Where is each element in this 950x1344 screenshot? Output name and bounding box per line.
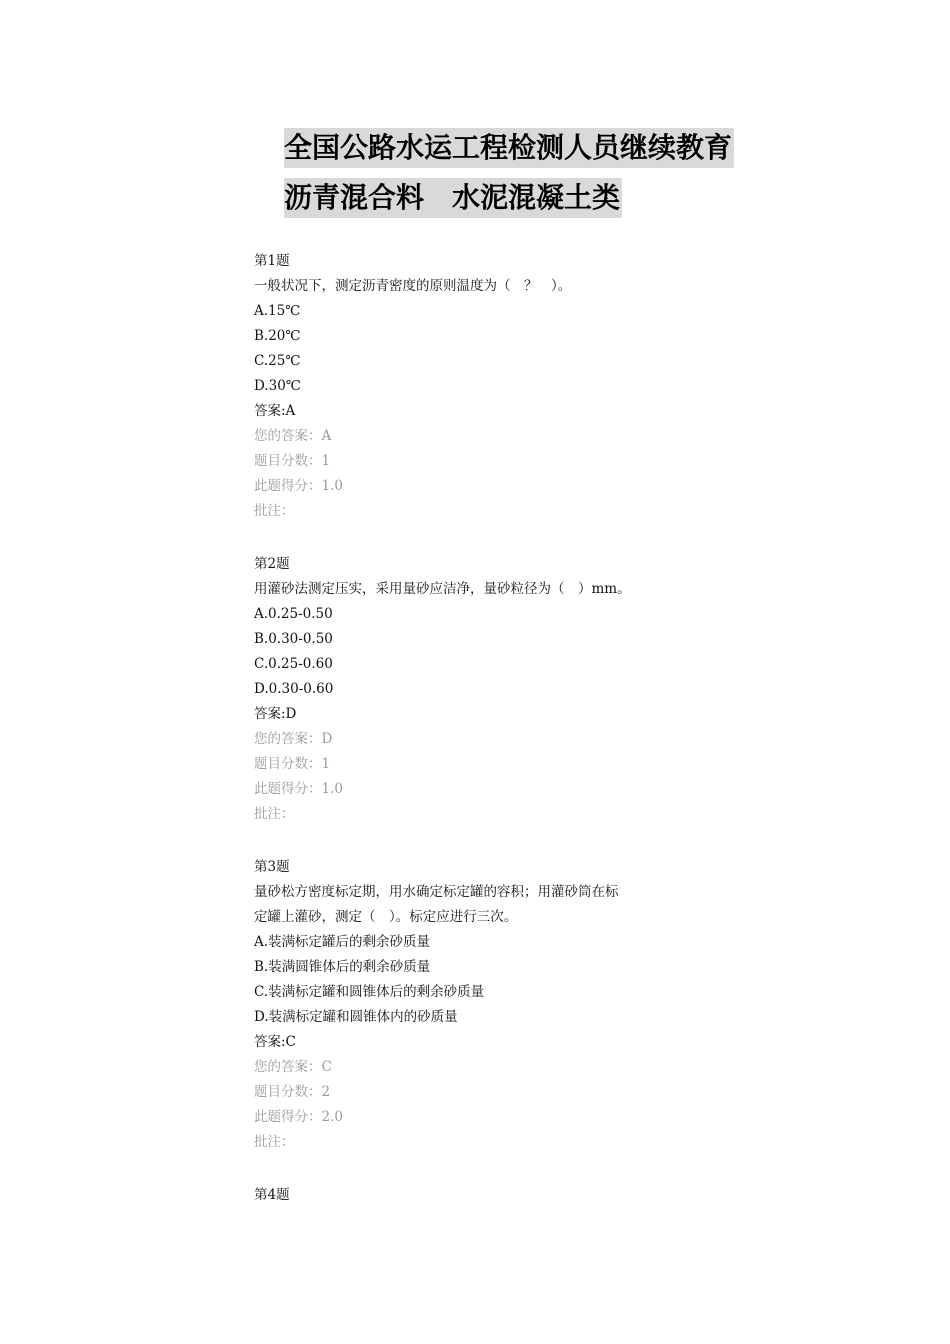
option-c: C.25℃	[254, 353, 301, 369]
your-answer: 您的答案：C	[254, 1059, 332, 1075]
question-score: 题目分数：1	[254, 453, 331, 469]
question-list	[254, 249, 854, 1236]
question-text-line-2: 定罐上灌砂，测定（ ）。标定应进行三次。	[254, 909, 518, 925]
option-a: A.装满标定罐后的剩余砂质量	[254, 934, 431, 950]
title-line-1: 全国公路水运工程检测人员继续教育	[284, 128, 734, 168]
question-3	[254, 855, 854, 1155]
earned-score: 此题得分：1.0	[254, 478, 343, 494]
question-2	[254, 552, 854, 827]
option-b: B.20℃	[254, 328, 301, 344]
question-4	[254, 1183, 854, 1208]
your-answer: 您的答案：D	[254, 731, 333, 747]
comment-label: 批注：	[254, 503, 295, 519]
comment-label: 批注：	[254, 1134, 295, 1150]
correct-answer: 答案:C	[254, 1034, 296, 1050]
question-1	[254, 249, 854, 524]
comment-label: 批注：	[254, 806, 295, 822]
question-number: 第4题	[254, 1187, 290, 1203]
question-number: 第2题	[254, 556, 290, 572]
your-answer: 您的答案：A	[254, 428, 332, 444]
earned-score: 此题得分：2.0	[254, 1109, 343, 1125]
option-b: B.0.30-0.50	[254, 631, 333, 647]
question-number: 第3题	[254, 859, 290, 875]
question-score: 题目分数：2	[254, 1084, 331, 1100]
option-a: A.0.25-0.50	[254, 606, 333, 622]
option-d: D.30℃	[254, 378, 301, 394]
question-text: 用灌砂法测定压实，采用量砂应洁净，量砂粒径为（ ）mm。	[254, 581, 631, 597]
question-text: 一般状况下，测定沥青密度的原则温度为（ ？ ）。	[254, 278, 572, 294]
option-d: D.0.30-0.60	[254, 681, 334, 697]
option-a: A.15℃	[254, 303, 301, 319]
correct-answer: 答案:A	[254, 403, 296, 419]
document-title	[284, 128, 734, 228]
option-b: B.装满圆锥体后的剩余砂质量	[254, 959, 431, 975]
earned-score: 此题得分：1.0	[254, 781, 343, 797]
title-line-2: 沥青混合料 水泥混凝土类	[284, 178, 622, 218]
question-text-line-1: 量砂松方密度标定期，用水确定标定罐的容积；用灌砂筒在标	[254, 884, 619, 900]
correct-answer: 答案:D	[254, 706, 297, 722]
question-score: 题目分数：1	[254, 756, 331, 772]
question-number: 第1题	[254, 253, 290, 269]
option-c: C.0.25-0.60	[254, 656, 333, 672]
option-d: D.装满标定罐和圆锥体内的砂质量	[254, 1009, 458, 1025]
option-c: C.装满标定罐和圆锥体后的剩余砂质量	[254, 984, 485, 1000]
